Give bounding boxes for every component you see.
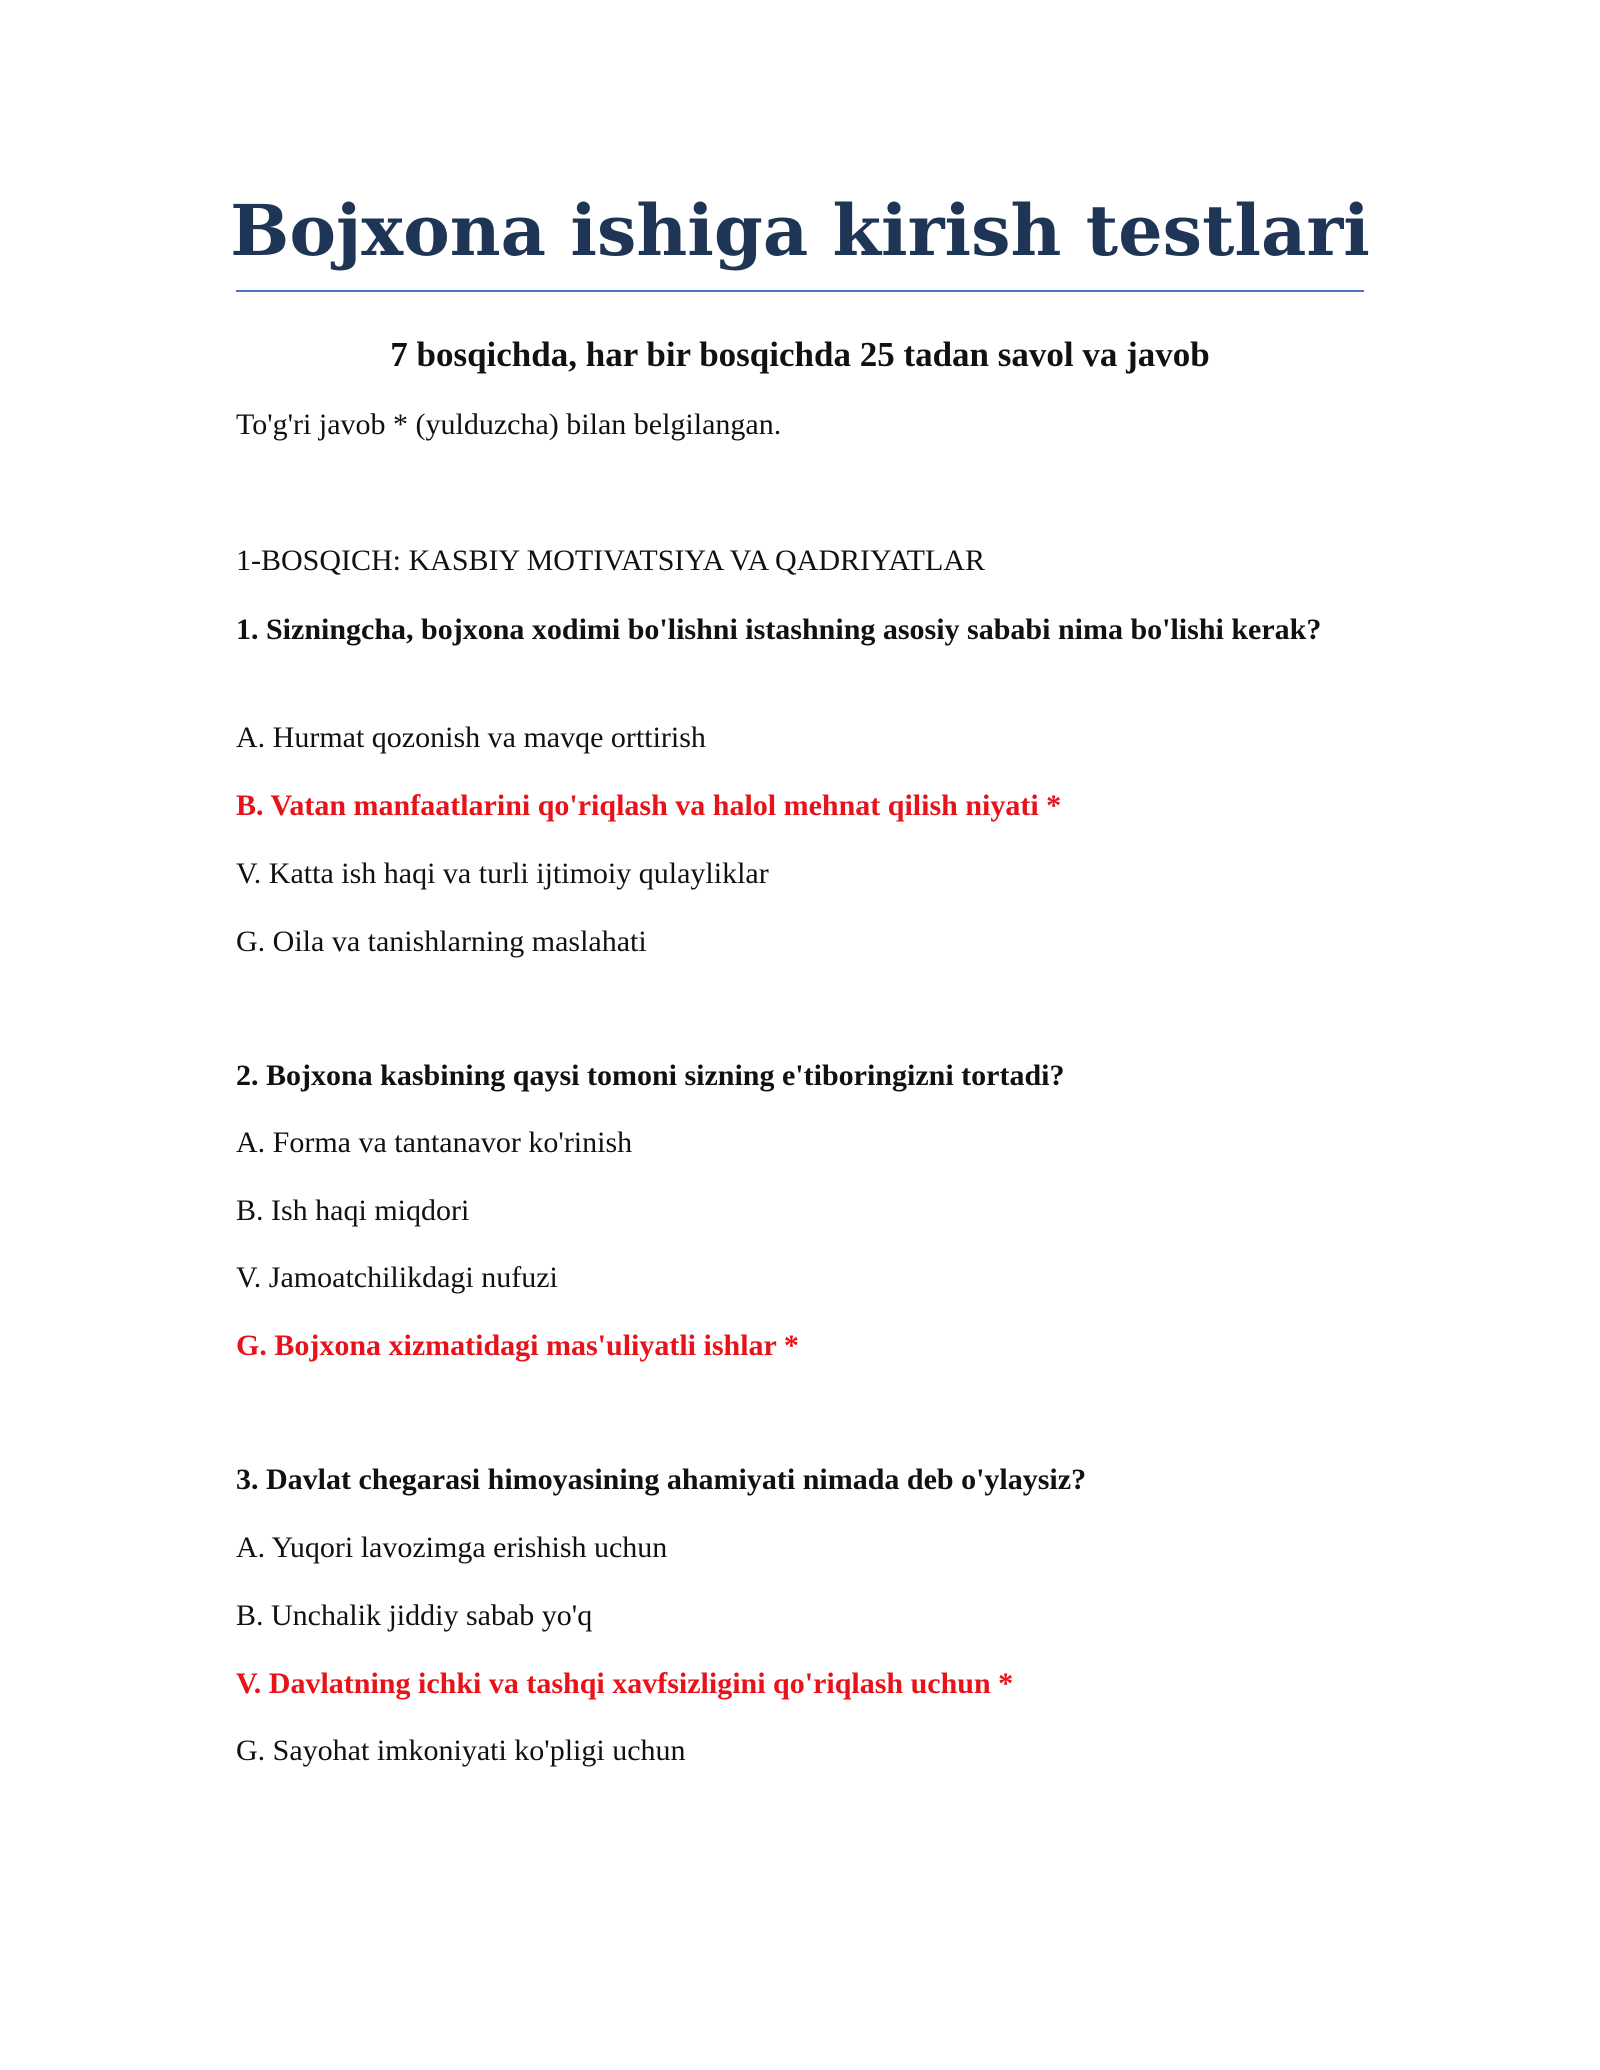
document-title: Bojxona ishiga kirish testlari xyxy=(230,189,1370,272)
answer-key-note: To'g'ri javob * (yulduzcha) bilan belgilangan. xyxy=(236,408,782,441)
question-1-option-g: G. Oila va tanishlarning maslahati xyxy=(236,925,647,958)
question-3-option-b: B. Unchalik jiddiy sabab yo'q xyxy=(236,1599,593,1632)
title-underline xyxy=(236,290,1364,292)
question-3-option-a: A. Yuqori lavozimga erishish uchun xyxy=(236,1531,668,1564)
question-3-option-v-correct: V. Davlatning ichki va tashqi xavfsizligini qo'riqlash uchun * xyxy=(236,1667,1014,1700)
question-3-option-g: G. Sayohat imkoniyati ko'pligi uchun xyxy=(236,1734,686,1767)
question-2-option-g-correct: G. Bojxona xizmatidagi mas'uliyatli ishlar * xyxy=(236,1329,799,1362)
section-title: 1-BOSQICH: KASBIY MOTIVATSIYA VA QADRIYATLAR xyxy=(236,544,985,577)
question-3-text: 3. Davlat chegarasi himoyasining ahamiyati nimada deb o'ylaysiz? xyxy=(236,1463,1087,1496)
question-1-text: 1. Sizningcha, bojxona xodimi bo'lishni istashning asosiy sababi nima bo'lishi kerak? xyxy=(236,613,1322,646)
question-1-option-a: A. Hurmat qozonish va mavqe orttirish xyxy=(236,721,706,754)
question-1-option-b-correct: B. Vatan manfaatlarini qo'riqlash va halol mehnat qilish niyati * xyxy=(236,789,1062,822)
document-subtitle: 7 bosqichda, har bir bosqichda 25 tadan savol va javob xyxy=(390,335,1210,374)
question-2-option-v: V. Jamoatchilikdagi nufuzi xyxy=(236,1261,558,1294)
question-2-text: 2. Bojxona kasbining qaysi tomoni sizning e'tiboringizni tortadi? xyxy=(236,1059,1065,1092)
question-2-option-a: A. Forma va tantanavor ko'rinish xyxy=(236,1126,633,1159)
question-2-option-b: B. Ish haqi miqdori xyxy=(236,1194,470,1227)
question-1-option-v: V. Katta ish haqi va turli ijtimoiy qulayliklar xyxy=(236,857,769,890)
